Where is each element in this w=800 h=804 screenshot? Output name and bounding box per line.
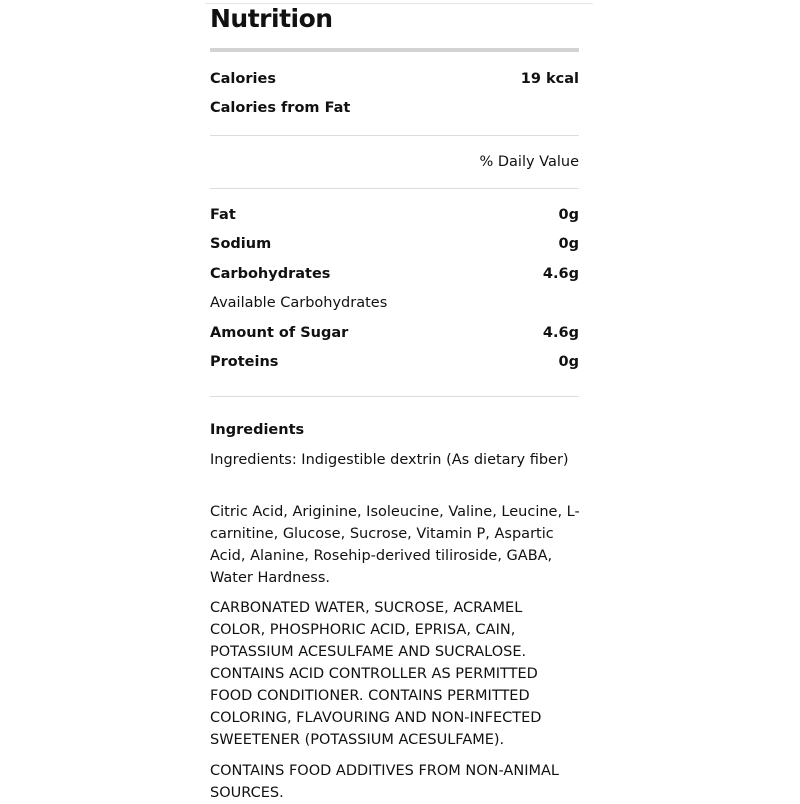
nutrient-row-sodium — [210, 234, 579, 254]
ingredients-heading: Ingredients — [210, 422, 305, 438]
calories-row — [210, 69, 579, 89]
ingredients-paragraph: Citric Acid, Ariginine, Isoleucine, Valine, Leucine, L-carnitine, Glucose, Sucrose, Vitamin P, Aspartic Acid, Alanine, Rosehip-derived tiliroside, GABA, Water Hardness. — [210, 504, 580, 586]
nutrient-label: Fat — [210, 207, 236, 223]
calories-divider — [210, 135, 579, 136]
nutrient-row-sugar — [210, 323, 579, 343]
nutrient-value: 4.6g — [542, 266, 579, 282]
calories-from-fat-label: Calories from Fat — [210, 100, 351, 116]
nutrient-value: 0g — [558, 207, 579, 223]
nutrient-row-available-carbohydrates — [210, 293, 579, 313]
nutrient-label: Proteins — [210, 354, 279, 370]
daily-value-header: % Daily Value — [479, 154, 579, 170]
nutrient-label: Sodium — [210, 236, 272, 252]
nutrient-label: Available Carbohydrates — [210, 295, 388, 311]
ingredients-paragraph: CARBONATED WATER, SUCROSE, ACRAMEL COLOR, PHOSPHORIC ACID, EPRISA, CAIN, POTASSIUM ACESULFAME AND SUCRALOSE. CONTAINS ACID CONTROLLER AS PERMITTED FOOD CONDITIONER. CONTAINS PERMITTED COLORING, FLAVOURING AND NON-INFECTED SWEETENER (POTASSIUM ACESULFAME). — [210, 600, 542, 748]
ingredients-paragraph: Ingredients: Indigestible dextrin (As dietary fiber) — [210, 452, 569, 468]
nutrient-label: Carbohydrates — [210, 266, 331, 282]
nutrient-label: Amount of Sugar — [210, 325, 349, 341]
nutrient-row-fat — [210, 205, 579, 225]
nutrient-row-proteins — [210, 352, 579, 372]
nutrition-title: Nutrition — [210, 4, 333, 33]
calories-value: 19 kcal — [520, 71, 579, 87]
nutrient-value: 0g — [558, 236, 579, 252]
nutrient-row-carbohydrates — [210, 264, 579, 284]
ingredients-paragraph: CONTAINS FOOD ADDITIVES FROM NON-ANIMAL SOURCES. — [210, 763, 559, 801]
title-divider — [210, 48, 579, 52]
calories-label: Calories — [210, 71, 276, 87]
nutrient-value: 0g — [558, 354, 579, 370]
nutrients-divider — [210, 396, 579, 397]
daily-value-divider — [210, 188, 579, 189]
calories-from-fat-row — [210, 98, 579, 118]
nutrient-value: 4.6g — [542, 325, 579, 341]
